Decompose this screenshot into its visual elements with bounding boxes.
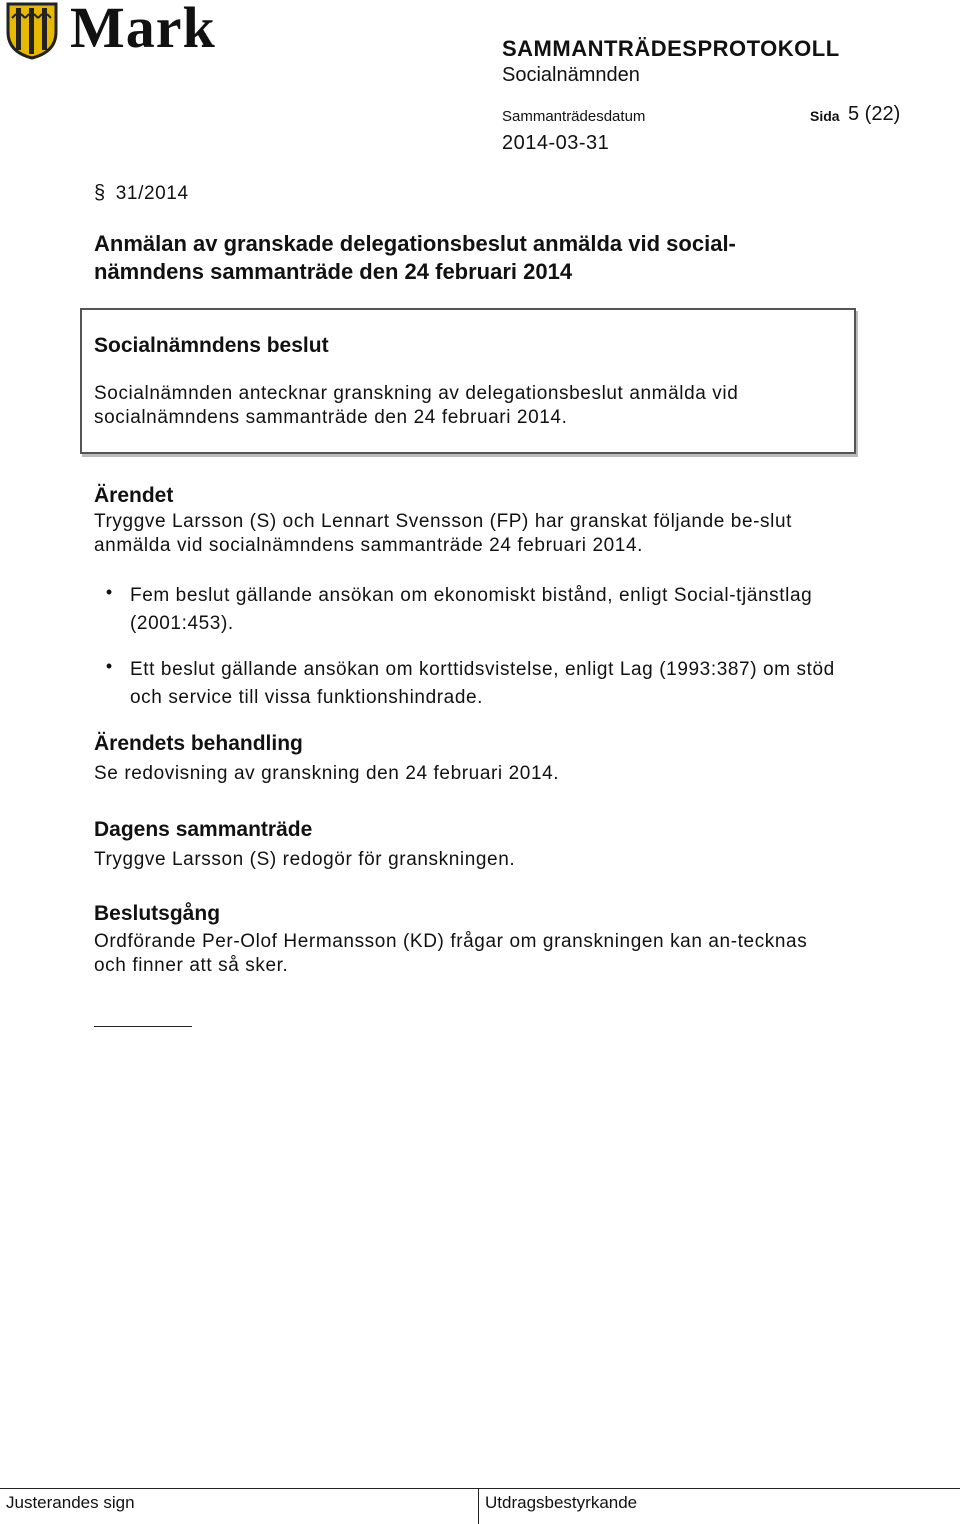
utdragsbestyrkande-label: Utdragsbestyrkande bbox=[485, 1493, 638, 1512]
decision-box bbox=[80, 308, 856, 454]
arendet-text: Tryggve Larsson (S) och Lennart Svensson (FP) har granskat följande be-slut anmälda vid socialnämndens sammanträde 24 februari 2014. bbox=[94, 511, 793, 556]
footer-divider bbox=[0, 1488, 960, 1489]
paragraph-number bbox=[94, 182, 189, 205]
section-sign: § bbox=[94, 182, 106, 204]
footer-separator bbox=[478, 1489, 479, 1524]
behandling-heading: Ärendets behandling bbox=[94, 732, 303, 755]
document-type: SAMMANTRÄDESPROTOKOLL bbox=[502, 36, 840, 61]
bullet-icon: • bbox=[105, 582, 113, 602]
bullet-icon: • bbox=[105, 656, 113, 676]
decision-heading: Socialnämndens beslut bbox=[94, 334, 329, 357]
arendet-heading: Ärendet bbox=[94, 484, 174, 507]
list-item-text: Fem beslut gällande ansökan om ekonomiskt bistånd, enligt Social-tjänstlag (2001:453). bbox=[130, 585, 813, 634]
item-number: 31/2014 bbox=[115, 183, 189, 204]
list-item-text: Ett beslut gällande ansökan om korttidsvistelse, enligt Lag (1993:387) om stöd och service till vissa funktionshindrade. bbox=[130, 659, 835, 708]
committee-name: Socialnämnden bbox=[502, 64, 640, 86]
dagens-heading: Dagens sammanträde bbox=[94, 818, 313, 841]
decision-text: Socialnämnden antecknar granskning av delegationsbeslut anmälda vid socialnämndens sammanträde den 24 februari 2014. bbox=[94, 383, 739, 428]
beslutsgang-heading: Beslutsgång bbox=[94, 902, 221, 925]
page-number: 5 (22) bbox=[848, 103, 901, 125]
item-title: Anmälan av granskade delegationsbeslut anmälda vid social-nämndens sammanträde den 24 februari 2014 bbox=[94, 231, 736, 284]
end-divider bbox=[94, 1026, 192, 1027]
logo-wordmark: Mark bbox=[70, 0, 216, 60]
beslutsgang-text: Ordförande Per-Olof Hermansson (KD) frågar om granskningen kan an-tecknas och finner att så sker. bbox=[94, 931, 808, 976]
meeting-date: 2014-03-31 bbox=[502, 132, 610, 154]
justerandes-sign-label: Justerandes sign bbox=[6, 1493, 135, 1512]
dagens-text: Tryggve Larsson (S) redogör för granskningen. bbox=[94, 849, 516, 870]
date-label: Sammanträdesdatum bbox=[502, 108, 646, 125]
behandling-text: Se redovisning av granskning den 24 februari 2014. bbox=[94, 763, 560, 784]
coat-of-arms-icon bbox=[4, 2, 64, 60]
page-label: Sida bbox=[810, 108, 840, 124]
